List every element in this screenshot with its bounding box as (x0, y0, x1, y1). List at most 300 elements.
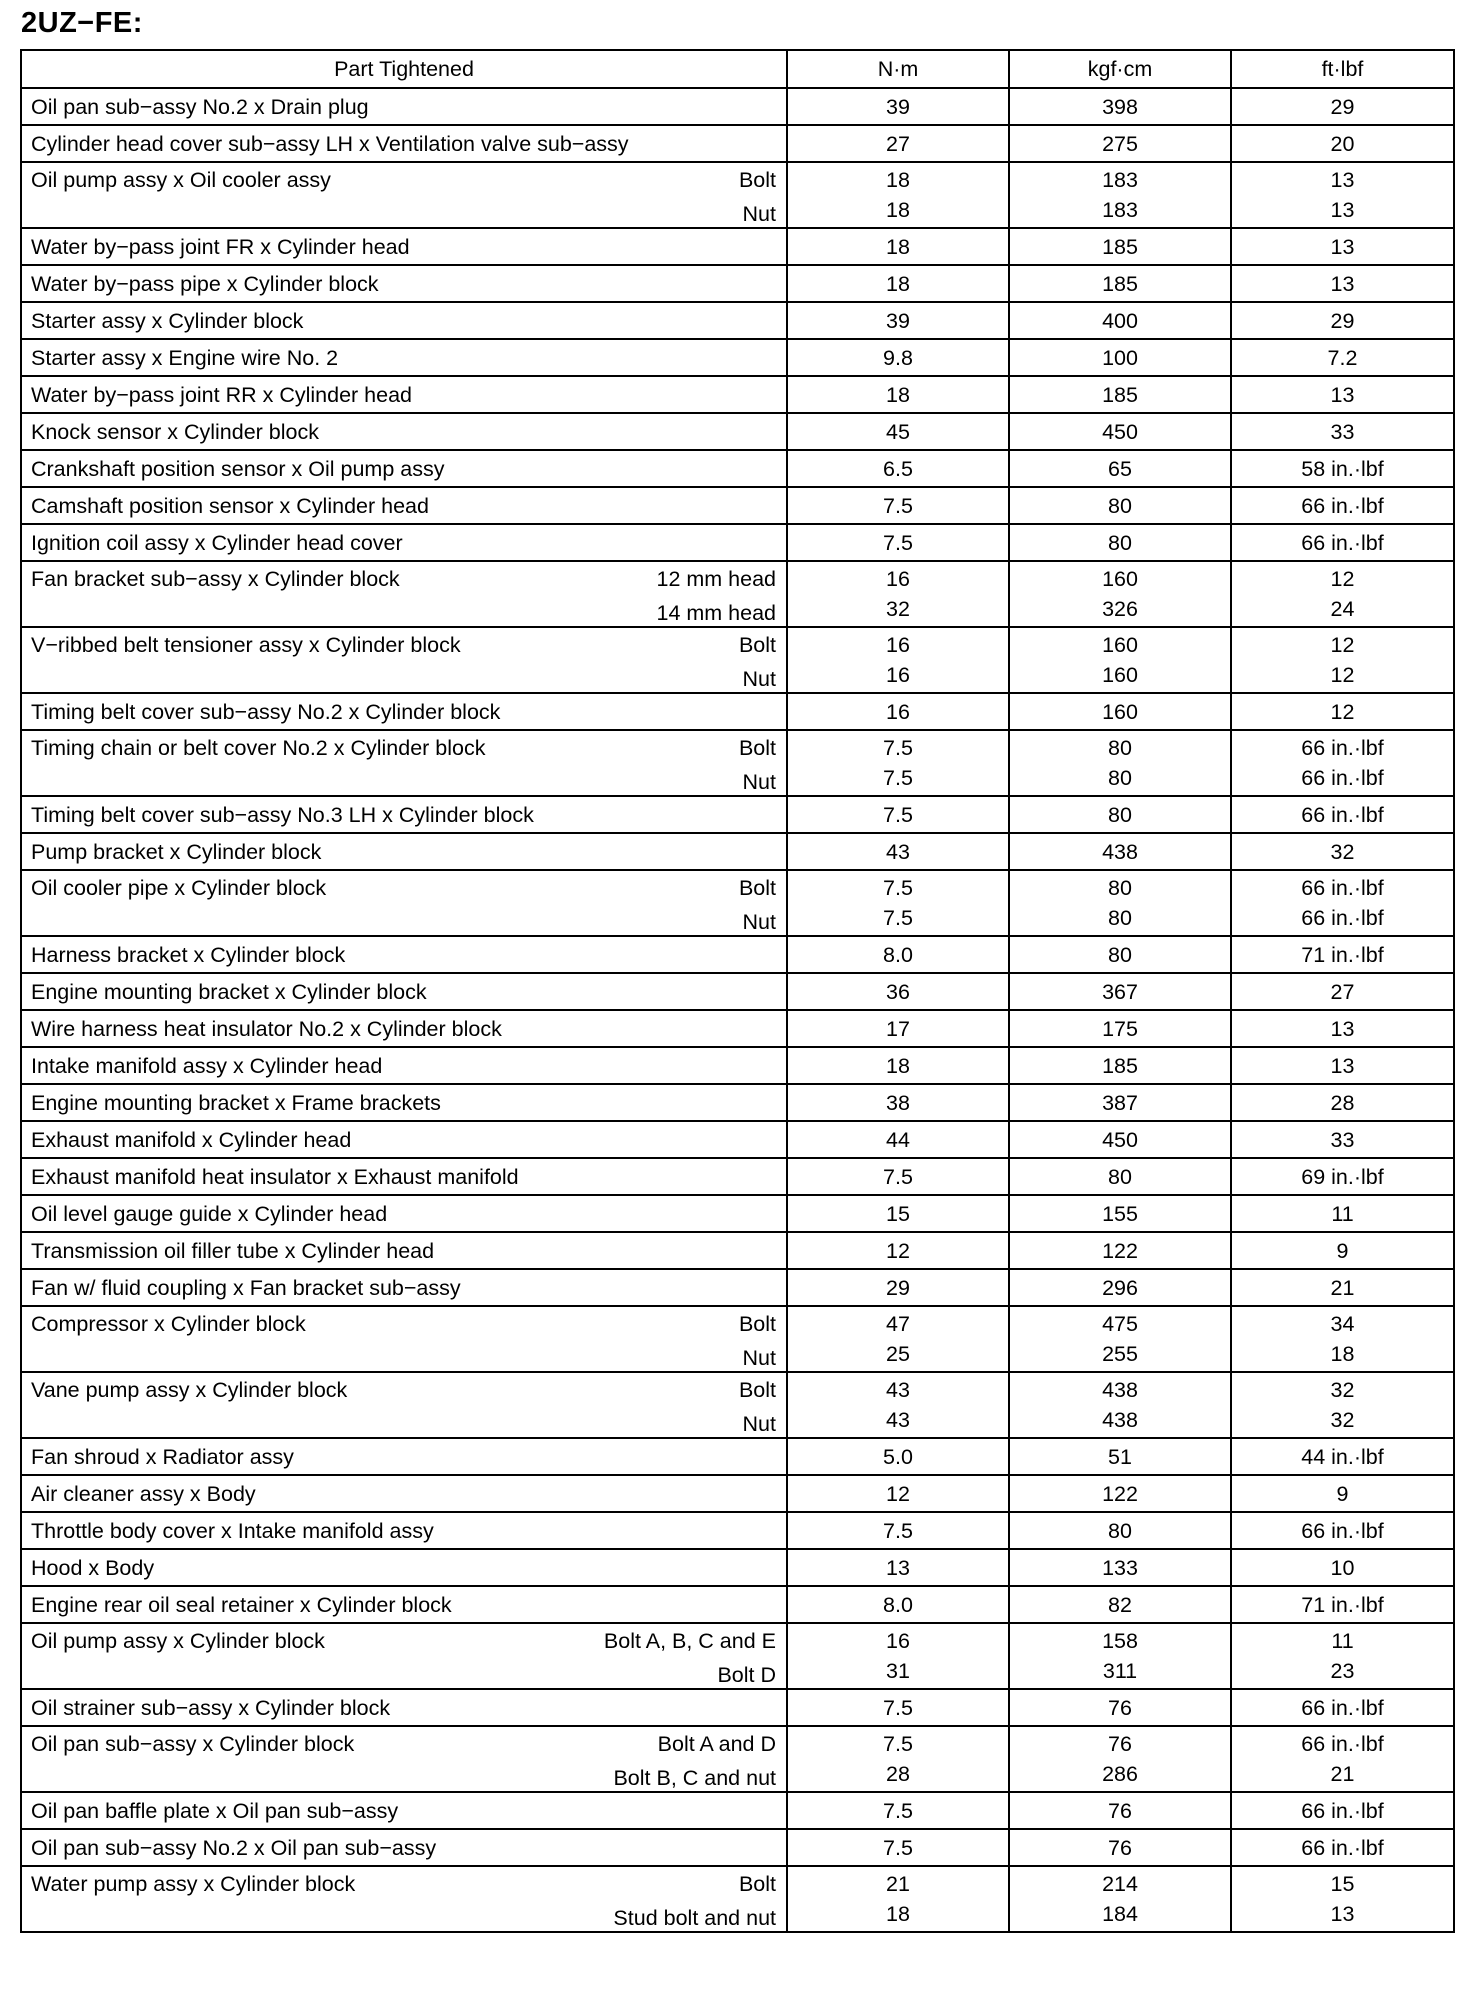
kgf-cm-value-cell (1009, 627, 1231, 693)
fastener-label: Bolt (738, 1872, 776, 1896)
table-row (21, 1438, 1454, 1475)
ft-lbf-value: 13 (1330, 272, 1355, 296)
part-name: Exhaust manifold x Cylinder head (31, 1128, 352, 1152)
kgf-cm-value-cell (1009, 524, 1231, 561)
ft-lbf-value: 32 (1330, 1408, 1355, 1432)
nm-value: 16 (886, 700, 910, 724)
nm-value-cell (787, 1792, 1009, 1829)
part-tightened-cell (21, 1586, 787, 1623)
kgf-cm-value-cell (1009, 1475, 1231, 1512)
table-row (21, 339, 1454, 376)
fastener-label: Bolt A and D (657, 1732, 776, 1756)
ft-lbf-value-cell (1231, 1084, 1454, 1121)
nm-value: 15 (886, 1202, 910, 1226)
ft-lbf-value: 33 (1330, 420, 1355, 444)
kgf-cm-value-cell (1009, 1158, 1231, 1195)
nm-value-cell (787, 1438, 1009, 1475)
part-name: Timing belt cover sub−assy No.2 x Cylinder block (31, 700, 501, 724)
ft-lbf-value-cell (1231, 1232, 1454, 1269)
nm-value: 18 (886, 168, 910, 192)
nm-value-cell (787, 1689, 1009, 1726)
nm-value-cell (787, 1549, 1009, 1586)
ft-lbf-value-cell (1231, 1549, 1454, 1586)
fastener-label: Bolt (738, 1378, 776, 1402)
table-row (21, 627, 1454, 693)
kgf-cm-value-cell (1009, 1829, 1231, 1866)
ft-lbf-value: 71 in.·lbf (1301, 943, 1384, 967)
ft-lbf-value: 18 (1330, 1342, 1355, 1366)
nm-value-cell (787, 302, 1009, 339)
kgf-cm-value: 80 (1108, 876, 1132, 900)
kgf-cm-value-cell (1009, 1010, 1231, 1047)
ft-lbf-value: 13 (1330, 1902, 1355, 1926)
ft-lbf-value: 66 in.·lbf (1301, 736, 1384, 760)
table-row (21, 1306, 1454, 1372)
part-tightened-cell (21, 730, 787, 796)
ft-lbf-value-cell (1231, 339, 1454, 376)
table-row (21, 1829, 1454, 1866)
part-name: Oil pan sub−assy No.2 x Oil pan sub−assy (31, 1836, 437, 1860)
part-tightened-cell (21, 1195, 787, 1232)
nm-value: 7.5 (883, 736, 913, 760)
part-tightened-cell (21, 1084, 787, 1121)
kgf-cm-value: 51 (1108, 1445, 1132, 1469)
kgf-cm-value-cell (1009, 1623, 1231, 1689)
fastener-list (739, 877, 776, 938)
ft-lbf-value: 13 (1330, 235, 1355, 259)
nm-value-cell (787, 1372, 1009, 1438)
nm-value-cell (787, 1232, 1009, 1269)
fastener-list (739, 169, 776, 230)
table-row (21, 561, 1454, 627)
table-row (21, 1549, 1454, 1586)
kgf-cm-value: 160 (1102, 663, 1138, 687)
ft-lbf-value: 13 (1330, 1054, 1355, 1078)
part-name: V−ribbed belt tensioner assy x Cylinder block (31, 633, 461, 657)
ft-lbf-value: 9 (1336, 1482, 1349, 1506)
fastener-label: Nut (742, 1412, 776, 1436)
ft-lbf-value: 21 (1330, 1276, 1355, 1300)
part-name: Knock sensor x Cylinder block (31, 420, 319, 444)
kgf-cm-value-cell (1009, 693, 1231, 730)
kgf-cm-value: 80 (1108, 494, 1132, 518)
nm-value: 16 (886, 1629, 910, 1653)
ft-lbf-value-cell (1231, 1512, 1454, 1549)
table-row (21, 693, 1454, 730)
table-row (21, 1512, 1454, 1549)
nm-value-cell (787, 796, 1009, 833)
ft-lbf-value-cell (1231, 1121, 1454, 1158)
nm-value-cell (787, 1586, 1009, 1623)
part-tightened-cell (21, 1010, 787, 1047)
part-tightened-cell (21, 1512, 787, 1549)
kgf-cm-value: 475 (1102, 1312, 1138, 1336)
nm-value-cell (787, 1306, 1009, 1372)
nm-value: 18 (886, 272, 910, 296)
ft-lbf-value-cell (1231, 870, 1454, 936)
nm-value: 7.5 (883, 1165, 913, 1189)
part-tightened-cell (21, 88, 787, 125)
part-name: Water by−pass pipe x Cylinder block (31, 272, 379, 296)
part-tightened-cell (21, 302, 787, 339)
fastener-list (739, 737, 776, 798)
nm-value-cell (787, 265, 1009, 302)
part-name: Timing chain or belt cover No.2 x Cylinder block (31, 736, 486, 760)
nm-value-cell (787, 693, 1009, 730)
ft-lbf-value-cell (1231, 627, 1454, 693)
kgf-cm-value-cell (1009, 339, 1231, 376)
nm-value: 28 (886, 1762, 910, 1786)
part-name: Fan bracket sub−assy x Cylinder block (31, 567, 400, 591)
ft-lbf-value-cell (1231, 1269, 1454, 1306)
fastener-label: Nut (742, 770, 776, 794)
part-tightened-cell (21, 627, 787, 693)
kgf-cm-value: 76 (1108, 1836, 1132, 1860)
ft-lbf-value-cell (1231, 1689, 1454, 1726)
nm-value: 36 (886, 980, 910, 1004)
kgf-cm-value: 80 (1108, 943, 1132, 967)
nm-value: 17 (886, 1017, 910, 1041)
ft-lbf-value: 9 (1336, 1239, 1349, 1263)
part-tightened-cell (21, 1689, 787, 1726)
part-tightened-cell (21, 1232, 787, 1269)
kgf-cm-value-cell (1009, 1232, 1231, 1269)
ft-lbf-value-cell (1231, 1726, 1454, 1792)
kgf-cm-value: 438 (1102, 1378, 1138, 1402)
nm-value-cell (787, 1623, 1009, 1689)
nm-value: 9.8 (883, 346, 913, 370)
table-row (21, 1010, 1454, 1047)
fastener-label: Stud bolt and nut (613, 1906, 776, 1930)
part-name: Water by−pass joint FR x Cylinder head (31, 235, 410, 259)
ft-lbf-value: 66 in.·lbf (1301, 1732, 1384, 1756)
part-tightened-cell (21, 376, 787, 413)
table-row (21, 1792, 1454, 1829)
nm-value-cell (787, 1829, 1009, 1866)
ft-lbf-value-cell (1231, 561, 1454, 627)
nm-value-cell (787, 730, 1009, 796)
kgf-cm-value-cell (1009, 1512, 1231, 1549)
table-row (21, 796, 1454, 833)
part-tightened-cell (21, 973, 787, 1010)
nm-value: 18 (886, 198, 910, 222)
fastener-list (739, 1313, 776, 1374)
fastener-list (613, 1733, 776, 1794)
kgf-cm-value: 80 (1108, 736, 1132, 760)
nm-value-cell (787, 1475, 1009, 1512)
ft-lbf-value: 66 in.·lbf (1301, 1519, 1384, 1543)
nm-value: 45 (886, 420, 910, 444)
nm-value-cell (787, 833, 1009, 870)
nm-value: 16 (886, 633, 910, 657)
fastener-label: Bolt (738, 168, 776, 192)
ft-lbf-value: 13 (1330, 383, 1355, 407)
fastener-label: Nut (742, 202, 776, 226)
kgf-cm-value-cell (1009, 973, 1231, 1010)
nm-value: 13 (886, 1556, 910, 1580)
nm-value: 16 (886, 567, 910, 591)
nm-value-cell (787, 228, 1009, 265)
nm-value: 7.5 (883, 1836, 913, 1860)
part-tightened-cell (21, 125, 787, 162)
ft-lbf-value-cell (1231, 1438, 1454, 1475)
kgf-cm-value: 76 (1108, 1696, 1132, 1720)
ft-lbf-value-cell (1231, 302, 1454, 339)
part-tightened-cell (21, 561, 787, 627)
nm-value-cell (787, 376, 1009, 413)
nm-value: 7.5 (883, 803, 913, 827)
ft-lbf-value-cell (1231, 524, 1454, 561)
ft-lbf-value: 66 in.·lbf (1301, 876, 1384, 900)
ft-lbf-value: 12 (1330, 663, 1355, 687)
part-name: Water pump assy x Cylinder block (31, 1872, 356, 1896)
table-row (21, 1689, 1454, 1726)
fastener-label: Nut (742, 1346, 776, 1370)
nm-value-cell (787, 1726, 1009, 1792)
kgf-cm-value-cell (1009, 1792, 1231, 1829)
ft-lbf-value: 66 in.·lbf (1301, 531, 1384, 555)
nm-value: 43 (886, 840, 910, 864)
fastener-list (739, 634, 776, 695)
table-row (21, 125, 1454, 162)
part-name: Vane pump assy x Cylinder block (31, 1378, 348, 1402)
kgf-cm-value: 80 (1108, 766, 1132, 790)
ft-lbf-value-cell (1231, 228, 1454, 265)
nm-value-cell (787, 1512, 1009, 1549)
kgf-cm-value-cell (1009, 1047, 1231, 1084)
table-header-row (21, 50, 1454, 88)
ft-lbf-value: 29 (1330, 309, 1355, 333)
table-row (21, 1475, 1454, 1512)
nm-value-cell (787, 487, 1009, 524)
nm-value-cell (787, 413, 1009, 450)
ft-lbf-value-cell (1231, 487, 1454, 524)
nm-value-cell (787, 973, 1009, 1010)
table-row (21, 1623, 1454, 1689)
part-name: Oil strainer sub−assy x Cylinder block (31, 1696, 391, 1720)
table-row (21, 450, 1454, 487)
part-tightened-cell (21, 1158, 787, 1195)
kgf-cm-value: 296 (1102, 1276, 1138, 1300)
fastener-list (656, 568, 776, 629)
table-row (21, 936, 1454, 973)
nm-value: 18 (886, 1054, 910, 1078)
table-row (21, 1158, 1454, 1195)
nm-value: 27 (886, 132, 910, 156)
kgf-cm-value: 255 (1102, 1342, 1138, 1366)
part-tightened-cell (21, 1438, 787, 1475)
ft-lbf-value-cell (1231, 1158, 1454, 1195)
ft-lbf-value: 12 (1330, 567, 1355, 591)
ft-lbf-value: 13 (1330, 1017, 1355, 1041)
part-name: Intake manifold assy x Cylinder head (31, 1054, 383, 1078)
part-tightened-cell (21, 870, 787, 936)
nm-value: 25 (886, 1342, 910, 1366)
kgf-cm-value-cell (1009, 1372, 1231, 1438)
kgf-cm-value-cell (1009, 162, 1231, 228)
kgf-cm-value-cell (1009, 796, 1231, 833)
kgf-cm-value: 80 (1108, 803, 1132, 827)
ft-lbf-value: 66 in.·lbf (1301, 1696, 1384, 1720)
nm-value-cell (787, 1866, 1009, 1932)
nm-value: 16 (886, 663, 910, 687)
nm-value: 47 (886, 1312, 910, 1336)
nm-value: 8.0 (883, 1593, 913, 1617)
nm-value: 38 (886, 1091, 910, 1115)
nm-value: 8.0 (883, 943, 913, 967)
part-tightened-cell (21, 796, 787, 833)
fastener-label: 14 mm head (656, 601, 776, 625)
nm-value: 18 (886, 383, 910, 407)
ft-lbf-value: 29 (1330, 95, 1355, 119)
part-tightened-cell (21, 1866, 787, 1932)
kgf-cm-value-cell (1009, 730, 1231, 796)
part-name: Crankshaft position sensor x Oil pump assy (31, 457, 445, 481)
nm-value-cell (787, 88, 1009, 125)
nm-value-cell (787, 1269, 1009, 1306)
ft-lbf-value-cell (1231, 88, 1454, 125)
table-row (21, 1726, 1454, 1792)
kgf-cm-value-cell (1009, 1121, 1231, 1158)
kgf-cm-value: 80 (1108, 906, 1132, 930)
part-name: Oil pump assy x Cylinder block (31, 1629, 325, 1653)
kgf-cm-value: 175 (1102, 1017, 1138, 1041)
kgf-cm-value-cell (1009, 487, 1231, 524)
ft-lbf-value: 66 in.·lbf (1301, 1836, 1384, 1860)
part-tightened-cell (21, 1269, 787, 1306)
part-tightened-cell (21, 1047, 787, 1084)
part-name: Wire harness heat insulator No.2 x Cylinder block (31, 1017, 502, 1041)
ft-lbf-value: 23 (1330, 1659, 1355, 1683)
ft-lbf-value: 24 (1330, 597, 1355, 621)
ft-lbf-value: 21 (1330, 1762, 1355, 1786)
ft-lbf-value: 66 in.·lbf (1301, 1799, 1384, 1823)
kgf-cm-value: 326 (1102, 597, 1138, 621)
ft-lbf-value-cell (1231, 1372, 1454, 1438)
ft-lbf-value-cell (1231, 1010, 1454, 1047)
ft-lbf-value-cell (1231, 413, 1454, 450)
part-name: Engine mounting bracket x Frame brackets (31, 1091, 441, 1115)
nm-value: 7.5 (883, 1696, 913, 1720)
part-tightened-cell (21, 1829, 787, 1866)
table-row (21, 524, 1454, 561)
table-row (21, 228, 1454, 265)
ft-lbf-value: 71 in.·lbf (1301, 1593, 1384, 1617)
kgf-cm-value: 133 (1102, 1556, 1138, 1580)
kgf-cm-value-cell (1009, 1549, 1231, 1586)
ft-lbf-value: 44 in.·lbf (1301, 1445, 1384, 1469)
table-row (21, 833, 1454, 870)
kgf-cm-value-cell (1009, 1689, 1231, 1726)
nm-value-cell (787, 561, 1009, 627)
kgf-cm-value-cell (1009, 1269, 1231, 1306)
nm-value: 7.5 (883, 1799, 913, 1823)
ft-lbf-value-cell (1231, 162, 1454, 228)
part-name: Starter assy x Engine wire No. 2 (31, 346, 339, 370)
nm-value: 7.5 (883, 906, 913, 930)
ft-lbf-value-cell (1231, 450, 1454, 487)
kgf-cm-value: 100 (1102, 346, 1138, 370)
part-name: Starter assy x Cylinder block (31, 309, 304, 333)
ft-lbf-value: 34 (1330, 1312, 1355, 1336)
nm-value: 21 (886, 1872, 910, 1896)
nm-value: 29 (886, 1276, 910, 1300)
kgf-cm-value-cell (1009, 936, 1231, 973)
nm-value: 31 (886, 1659, 910, 1683)
fastener-label: Bolt (738, 736, 776, 760)
nm-value: 43 (886, 1378, 910, 1402)
kgf-cm-value: 400 (1102, 309, 1138, 333)
ft-lbf-value-cell (1231, 693, 1454, 730)
part-name: Air cleaner assy x Body (31, 1482, 256, 1506)
table-row (21, 1372, 1454, 1438)
ft-lbf-value-cell (1231, 125, 1454, 162)
table-body (21, 88, 1454, 1932)
part-tightened-cell (21, 413, 787, 450)
ft-lbf-value: 13 (1330, 198, 1355, 222)
part-tightened-cell (21, 339, 787, 376)
nm-value: 6.5 (883, 457, 913, 481)
kgf-cm-value-cell (1009, 265, 1231, 302)
nm-value: 7.5 (883, 1519, 913, 1543)
part-tightened-cell (21, 162, 787, 228)
part-name: Compressor x Cylinder block (31, 1312, 306, 1336)
ft-lbf-value: 28 (1330, 1091, 1355, 1115)
kgf-cm-value-cell (1009, 1438, 1231, 1475)
kgf-cm-value-cell (1009, 125, 1231, 162)
part-tightened-cell (21, 487, 787, 524)
nm-value: 18 (886, 1902, 910, 1926)
kgf-cm-value: 65 (1108, 457, 1132, 481)
fastener-list (604, 1630, 776, 1691)
nm-value: 7.5 (883, 766, 913, 790)
ft-lbf-value: 20 (1330, 132, 1355, 156)
ft-lbf-value-cell (1231, 1586, 1454, 1623)
kgf-cm-value: 122 (1102, 1239, 1138, 1263)
part-name: Throttle body cover x Intake manifold assy (31, 1519, 434, 1543)
ft-lbf-value: 32 (1330, 1378, 1355, 1402)
kgf-cm-value: 183 (1102, 168, 1138, 192)
nm-value-cell (787, 1047, 1009, 1084)
ft-lbf-value: 12 (1330, 700, 1355, 724)
kgf-cm-value: 183 (1102, 198, 1138, 222)
ft-lbf-value: 13 (1330, 168, 1355, 192)
kgf-cm-value-cell (1009, 228, 1231, 265)
nm-value: 39 (886, 309, 910, 333)
table-row (21, 1269, 1454, 1306)
kgf-cm-value: 160 (1102, 700, 1138, 724)
ft-lbf-value: 58 in.·lbf (1301, 457, 1384, 481)
kgf-cm-value-cell (1009, 376, 1231, 413)
part-name: Oil pan sub−assy x Cylinder block (31, 1732, 355, 1756)
kgf-cm-value: 76 (1108, 1732, 1132, 1756)
table-row (21, 1586, 1454, 1623)
ft-lbf-value: 10 (1330, 1556, 1355, 1580)
kgf-cm-value-cell (1009, 88, 1231, 125)
table-row (21, 973, 1454, 1010)
kgf-cm-value: 450 (1102, 1128, 1138, 1152)
part-name: Hood x Body (31, 1556, 155, 1580)
ft-lbf-value: 7.2 (1327, 346, 1358, 370)
part-name: Water by−pass joint RR x Cylinder head (31, 383, 412, 407)
nm-value: 12 (886, 1239, 910, 1263)
fastener-label: Bolt B, C and nut (613, 1766, 776, 1790)
fastener-label: Bolt (738, 1312, 776, 1336)
part-name: Harness bracket x Cylinder block (31, 943, 346, 967)
part-tightened-cell (21, 228, 787, 265)
part-name: Exhaust manifold heat insulator x Exhaust manifold (31, 1165, 519, 1189)
kgf-cm-value-cell (1009, 833, 1231, 870)
